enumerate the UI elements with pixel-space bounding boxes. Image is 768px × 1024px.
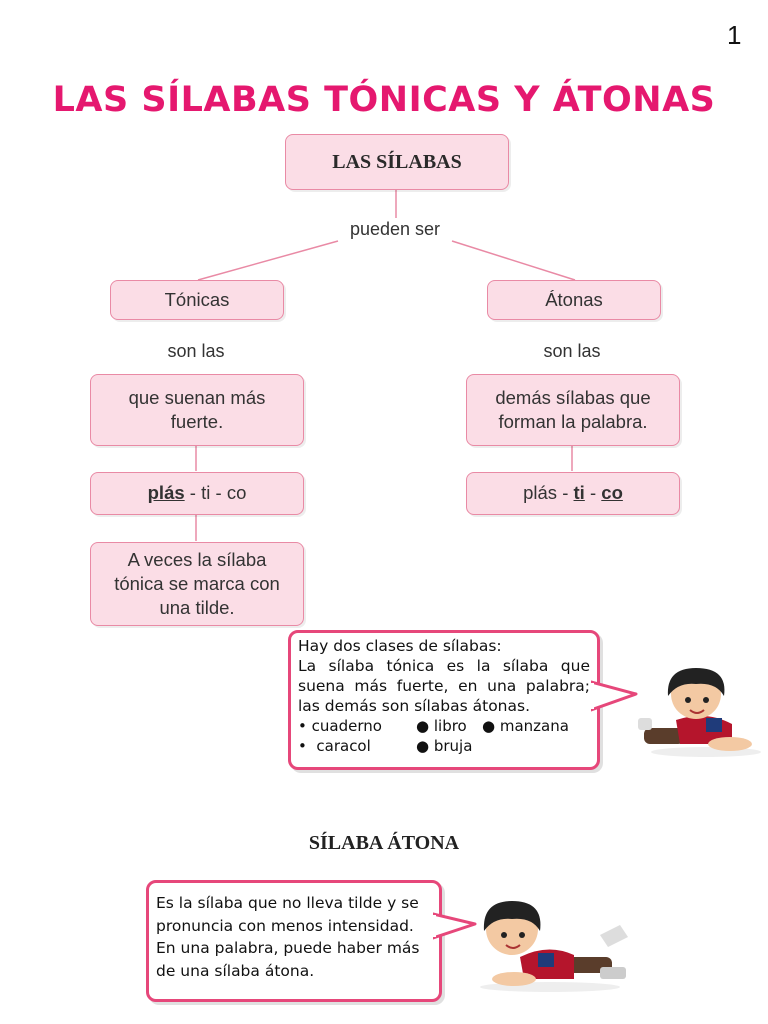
tonicas-definition-box — [90, 374, 304, 446]
boy-lying-illustration-2 — [470, 895, 635, 995]
tilde-note-box — [90, 542, 304, 626]
section-title-silaba-atona: SÍLABA ÁTONA — [308, 832, 460, 854]
boy-lying-illustration — [636, 660, 764, 760]
tonicas-box: Tónicas — [110, 280, 284, 320]
word-cuaderno: cuaderno — [311, 717, 382, 735]
word-caracol: caracol — [316, 737, 371, 755]
tonicas-example-box: plás - ti - co — [90, 472, 304, 515]
example-words-row-1: • cuaderno ● libro ● manzana — [298, 717, 569, 735]
stressed-syllable: plás — [147, 482, 185, 504]
page-number: 1 — [727, 20, 742, 50]
root-concept-box: LAS SÍLABAS — [285, 134, 509, 190]
unstressed-syllable-2: co — [601, 482, 623, 504]
atona-definition-text: Es la sílaba que no lleva tilde y se pronuncia con menos intensidad. En una palabra, puede haber más de una sílaba átona. — [156, 894, 420, 980]
definition-bubble — [146, 880, 442, 1002]
page-title: LAS SÍLABAS TÓNICAS Y ÁTONAS — [52, 80, 716, 120]
word-manzana: manzana — [499, 717, 569, 735]
explanation-bubble — [288, 630, 600, 770]
connector-son-las-left: son las — [136, 341, 256, 362]
tilde-note: A veces la sílaba tónica se marca con una tilde. — [114, 548, 280, 619]
atonas-definition-box — [466, 374, 680, 446]
example-words-row-2: • caracol ● bruja — [298, 737, 473, 755]
unstressed-syllable-1: ti — [573, 482, 585, 504]
word-bruja: bruja — [433, 737, 473, 755]
bubble-tail — [591, 678, 639, 718]
tonicas-definition: que suenan más fuerte. — [128, 386, 266, 432]
atonas-example-box: plás - ti - co — [466, 472, 680, 515]
bubble-heading: Hay dos clases de sílabas: — [298, 637, 502, 655]
bubble-explanation: La sílaba tónica es la sílaba que suena más fuerte, en una palabra; las demás son sílabas átonas. — [298, 657, 590, 715]
atonas-definition: demás sílabas que forman la palabra. — [495, 386, 651, 432]
word-libro: libro — [433, 717, 467, 735]
connector-pueden-ser: pueden ser — [330, 219, 460, 240]
connector-son-las-right: son las — [512, 341, 632, 362]
atonas-box: Átonas — [487, 280, 661, 320]
